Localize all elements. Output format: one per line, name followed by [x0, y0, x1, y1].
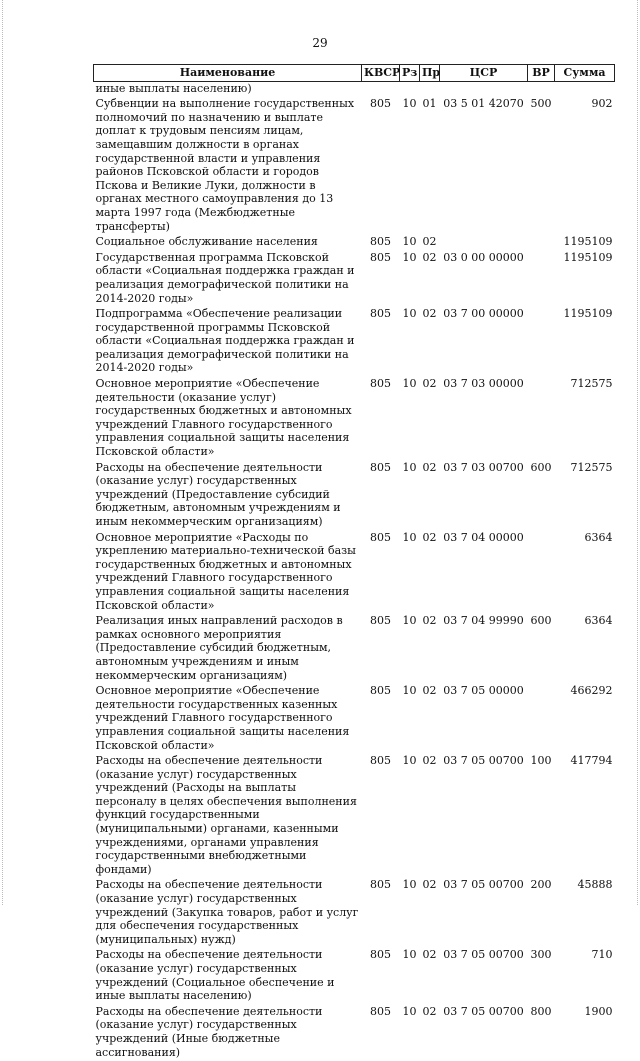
cell-sum: 902 — [591, 97, 613, 111]
cell-csr: 03 7 04 99990 — [443, 614, 524, 628]
cell-csr: 03 0 00 00000 — [443, 250, 524, 264]
table-row — [94, 531, 615, 615]
cell-vr: 500 — [530, 97, 552, 111]
cell-kvsr — [362, 81, 400, 97]
cell-csr: 03 7 05 00000 — [443, 684, 524, 698]
table-row — [94, 878, 615, 948]
table-row — [94, 754, 615, 878]
cell-kvsr: 805 — [370, 377, 391, 391]
cell-name: иные выплаты населению) — [95, 81, 252, 95]
cell-sum — [555, 81, 615, 97]
header-sum: Сумма — [555, 65, 615, 82]
cell-vr — [528, 531, 555, 615]
cell-kvsr: 805 — [370, 878, 391, 892]
cell-sum: 710 — [591, 948, 613, 962]
table-row — [94, 97, 615, 235]
cell-vr: 100 — [530, 754, 552, 768]
cell-pr: 02 — [422, 235, 437, 249]
cell-csr — [440, 235, 528, 251]
cell-name: Подпрограмма «Обеспечение реализации государственной программы Псковской области «Социальная поддержка граждан и реализация демографической политики на 2014-2020 годы» — [95, 307, 355, 375]
cell-name: Субвенции на выполнение государственных полномочий по назначению и выплате доплат к трудовым пенсиям лицам, замещавшим должности в органах государственной власти и управления районов Псковской области и городов Пскова и Великие Луки, должности в органах местного самоуправления до 13 марта 1997 года (Межбюджетные трансферты) — [95, 97, 355, 233]
cell-rz: 10 — [402, 878, 417, 892]
cell-rz: 10 — [402, 307, 417, 321]
cell-pr: 01 — [422, 97, 437, 111]
cell-pr: 02 — [422, 948, 437, 962]
cell-rz: 10 — [402, 97, 417, 111]
cell-pr: 02 — [422, 878, 437, 892]
header-pr: Пр — [420, 65, 440, 82]
header-name: Наименование — [94, 65, 362, 82]
table-row — [94, 461, 615, 531]
table-row — [94, 307, 615, 377]
cell-name: Государственная программа Псковской области «Социальная поддержка граждан и реализация демографической политики на 2014-2020 годы» — [95, 250, 355, 305]
cell-kvsr: 805 — [370, 235, 391, 249]
cell-vr: 800 — [530, 1004, 552, 1018]
cell-csr: 03 7 05 00700 — [443, 754, 524, 768]
cell-rz: 10 — [402, 1004, 417, 1018]
cell-name: Основное мероприятие «Обеспечение деятельности государственных казенных учреждений Главного государственного управления социальной защиты населения Псковской области» — [95, 684, 350, 752]
cell-kvsr: 805 — [370, 684, 391, 698]
cell-pr: 02 — [422, 684, 437, 698]
cell-csr — [440, 81, 528, 97]
cell-name: Социальное обслуживание населения — [95, 235, 318, 249]
cell-name: Реализация иных направлений расходов в рамках основного мероприятия (Предоставление субсидий бюджетным, автономным учреждениям и иным некоммерческим организациям) — [95, 614, 343, 682]
cell-rz: 10 — [402, 377, 417, 391]
cell-rz: 10 — [402, 250, 417, 264]
cell-vr — [528, 235, 555, 251]
cell-pr: 02 — [422, 377, 437, 391]
cell-name: Основное мероприятие «Расходы по укреплению материально-технической базы государственных бюджетных и автономных учреждений Главного государственного управления социальной защиты населения Псковской области» — [95, 530, 356, 612]
table-header — [94, 65, 615, 82]
cell-pr: 02 — [422, 460, 437, 474]
cell-pr: 02 — [422, 307, 437, 321]
scan-margin-right — [637, 0, 638, 905]
cell-pr — [420, 81, 440, 97]
table-row — [94, 251, 615, 307]
page-number: 29 — [312, 36, 328, 50]
cell-sum: 6364 — [584, 614, 613, 628]
cell-kvsr: 805 — [370, 97, 391, 111]
cell-name: Расходы на обеспечение деятельности (оказание услуг) государственных учреждений (Социальное обеспечение и иные выплаты населению) — [95, 948, 335, 1003]
cell-csr: 03 7 05 00700 — [443, 1004, 524, 1018]
cell-sum: 417794 — [570, 754, 613, 768]
cell-rz: 10 — [402, 530, 417, 544]
cell-rz: 10 — [402, 948, 417, 962]
table-row — [94, 377, 615, 461]
scan-margin-left — [2, 0, 3, 905]
cell-pr: 02 — [422, 250, 437, 264]
cell-kvsr: 805 — [370, 530, 391, 544]
cell-name: Расходы на обеспечение деятельности (оказание услуг) государственных учреждений (Иные бюджетные ассигнования) — [95, 1004, 323, 1059]
cell-vr — [528, 684, 555, 754]
cell-csr: 03 7 05 00700 — [443, 878, 524, 892]
cell-rz — [400, 81, 420, 97]
cell-csr: 03 7 03 00000 — [443, 377, 524, 391]
table-row — [94, 948, 615, 1004]
cell-sum: 1900 — [584, 1004, 613, 1018]
budget-table — [93, 64, 615, 1061]
cell-vr — [528, 307, 555, 377]
cell-vr — [528, 251, 555, 307]
header-csr: ЦСР — [440, 65, 528, 82]
header-kvsr: КВСР — [362, 65, 400, 82]
table-row — [94, 614, 615, 684]
table-body — [94, 81, 615, 1061]
cell-sum: 712575 — [570, 377, 613, 391]
cell-vr: 600 — [530, 614, 552, 628]
table-row — [94, 684, 615, 754]
header-rz: Рз — [400, 65, 420, 82]
cell-rz: 10 — [402, 235, 417, 249]
table-row — [94, 1005, 615, 1061]
cell-rz: 10 — [402, 684, 417, 698]
cell-name: Расходы на обеспечение деятельности (оказание услуг) государственных учреждений (Предоставление субсидий бюджетным, автономным учреждениям и иным некоммерческим организациям) — [95, 460, 341, 528]
cell-name: Расходы на обеспечение деятельности (оказание услуг) государственных учреждений (Расходы на выплаты персоналу в целях обеспечения выполнения функций государственными (муниципальными) органами, казенными учреждениями, органами управления государственными внебюджетными фондами) — [95, 754, 357, 876]
cell-vr — [528, 377, 555, 461]
cell-kvsr: 805 — [370, 460, 391, 474]
table-row — [94, 235, 615, 251]
cell-csr: 03 7 04 00000 — [443, 530, 524, 544]
cell-vr: 600 — [530, 460, 552, 474]
cell-sum: 6364 — [584, 530, 613, 544]
cell-name: Основное мероприятие «Обеспечение деятельности (оказание услуг) государственных бюджетных и автономных учреждений Главного государственного управления социальной защиты населения Псковской области» — [95, 377, 352, 459]
cell-pr: 02 — [422, 530, 437, 544]
cell-name: Расходы на обеспечение деятельности (оказание услуг) государственных учреждений (Закупка товаров, работ и услуг для обеспечения государственных (муниципальных) нужд) — [95, 878, 359, 946]
cell-kvsr: 805 — [370, 948, 391, 962]
cell-kvsr: 805 — [370, 307, 391, 321]
header-vr: ВР — [528, 65, 555, 82]
cell-vr — [528, 81, 555, 97]
cell-pr: 02 — [422, 1004, 437, 1018]
cell-sum: 45888 — [577, 878, 613, 892]
cell-rz: 10 — [402, 614, 417, 628]
cell-sum: 1195109 — [563, 235, 613, 249]
cell-pr: 02 — [422, 754, 437, 768]
cell-sum: 1195109 — [563, 307, 613, 321]
cell-csr: 03 7 05 00700 — [443, 948, 524, 962]
cell-rz: 10 — [402, 754, 417, 768]
cell-kvsr: 805 — [370, 754, 391, 768]
cell-sum: 466292 — [570, 684, 613, 698]
cell-vr: 300 — [530, 948, 552, 962]
cell-rz: 10 — [402, 460, 417, 474]
cell-sum: 1195109 — [563, 250, 613, 264]
cell-kvsr: 805 — [370, 614, 391, 628]
cell-kvsr: 805 — [370, 1004, 391, 1018]
cell-sum: 712575 — [570, 460, 613, 474]
cell-pr: 02 — [422, 614, 437, 628]
cell-vr: 200 — [530, 878, 552, 892]
cell-kvsr: 805 — [370, 250, 391, 264]
table-row — [94, 81, 615, 97]
cell-csr: 03 5 01 42070 — [443, 97, 524, 111]
cell-csr: 03 7 03 00700 — [443, 460, 524, 474]
cell-csr: 03 7 00 00000 — [443, 307, 524, 321]
